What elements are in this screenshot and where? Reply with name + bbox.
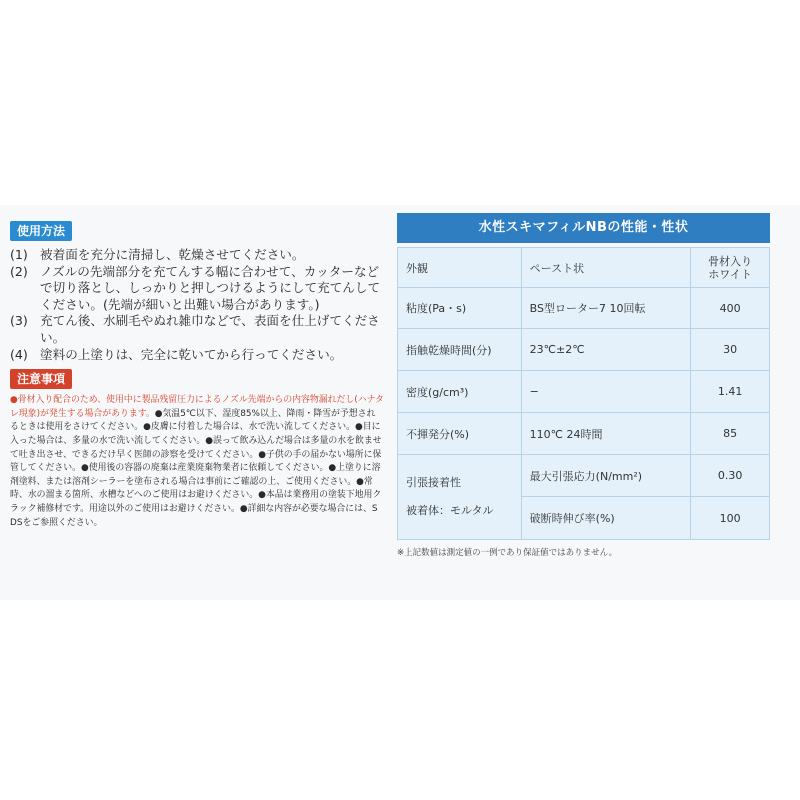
caution-text (10, 394, 384, 530)
spec-title: 水性スキマフィルNBの性能・性状 (397, 213, 770, 243)
row-label: 指触乾燥時間(分) (398, 329, 522, 371)
row-value: 400 (691, 288, 770, 329)
row-label: 外観 (398, 248, 522, 288)
spec-section (397, 213, 770, 558)
tensile-sublabel: 被着体：モルタル (406, 504, 494, 517)
table-row (398, 288, 770, 329)
caution-warning-text: ●骨材入り配合のため、使用中に製品残留圧力によるノズル先端からの内容物漏れだし(ハナタレ現象)が発生する場合があります。 (10, 395, 384, 419)
row-value: 骨材入り ホワイト (691, 248, 770, 288)
tensile-label-cell (398, 455, 522, 540)
table-row (398, 371, 770, 413)
step-text: 塗料の上塗りは、完全に乾いてから行ってください。 (40, 346, 343, 362)
row-value: 30 (691, 329, 770, 371)
step-text: 充てん後、水刷毛やぬれ雑巾などで、表面を仕上げてください。 (40, 313, 380, 345)
caution-body-text: ●気温5℃以下、湿度85%以上、降雨・降雪が予想されるときは使用をさけてください。●皮膚に付着した場合は、水で洗い流してください。●目に入った場合は、多量の水で洗い流してください。●誤って飲み込んだ場合は多量の水を飲ませて吐き出させ、できるだけ早く医師の診察を受けてください。●子供の手の届かない場所に保管してください。●使用後の容器の廃棄は産業廃棄物業者に依頼してください。●上塗りに溶剤塗料、または溶剤シーラーを塗布される場合は事前にご確認の上、ご使用ください。●常時、水の溜まる箇所、水槽などへのご使用はお避けください。●本品は業務用の塗装下地用クラック補修材です。用途以外のご使用はお避けください。●詳細な内容が必要な場合には、SDSをご参照ください。 (10, 408, 382, 528)
row-condition: BS型ローター7 10回転 (521, 288, 690, 329)
row-condition: 破断時伸び率(%) (521, 497, 690, 540)
table-note: ※上記数値は測定値の一例であり保証値ではありません。 (397, 548, 618, 558)
row-condition: ペースト状 (521, 248, 690, 288)
step-number: (3) (10, 313, 28, 329)
row-label: 不揮発分(%) (398, 413, 522, 455)
step-number: (4) (10, 346, 28, 362)
left-column (10, 220, 388, 530)
row-condition: 23℃±2℃ (521, 329, 690, 371)
table-row (398, 455, 770, 497)
step-text: ノズルの先端部分を充てんする幅に合わせて、カッターなどで切り落とし、しっかりと押しつけるようにして充てんしてください。(先端が細いと出難い場合があります。) (40, 263, 381, 312)
row-condition: − (521, 371, 690, 413)
usage-heading: 使用方法 (10, 221, 72, 241)
usage-step (10, 347, 388, 364)
row-value: 1.41 (691, 371, 770, 413)
table-row (398, 413, 770, 455)
step-number: (1) (10, 247, 28, 262)
spec-table (397, 247, 770, 540)
row-value: 0.30 (691, 455, 770, 497)
row-label: 粘度(Pa・s) (398, 288, 522, 329)
tensile-label: 引張接着性 (406, 476, 461, 489)
row-condition: 110℃ 24時間 (521, 413, 690, 455)
usage-step (10, 313, 388, 346)
usage-step (10, 264, 388, 314)
step-number: (2) (10, 263, 28, 279)
usage-steps (10, 247, 388, 363)
table-row (398, 329, 770, 371)
caution-heading: 注意事項 (10, 369, 72, 389)
row-value: 100 (691, 497, 770, 540)
row-value: 85 (691, 413, 770, 455)
table-row (398, 248, 770, 288)
row-label: 密度(g/cm³) (398, 371, 522, 413)
row-condition: 最大引張応力(N/mm²) (521, 455, 690, 497)
step-text: 被着面を充分に清掃し、乾燥させてください。 (40, 247, 305, 262)
usage-step (10, 247, 388, 264)
